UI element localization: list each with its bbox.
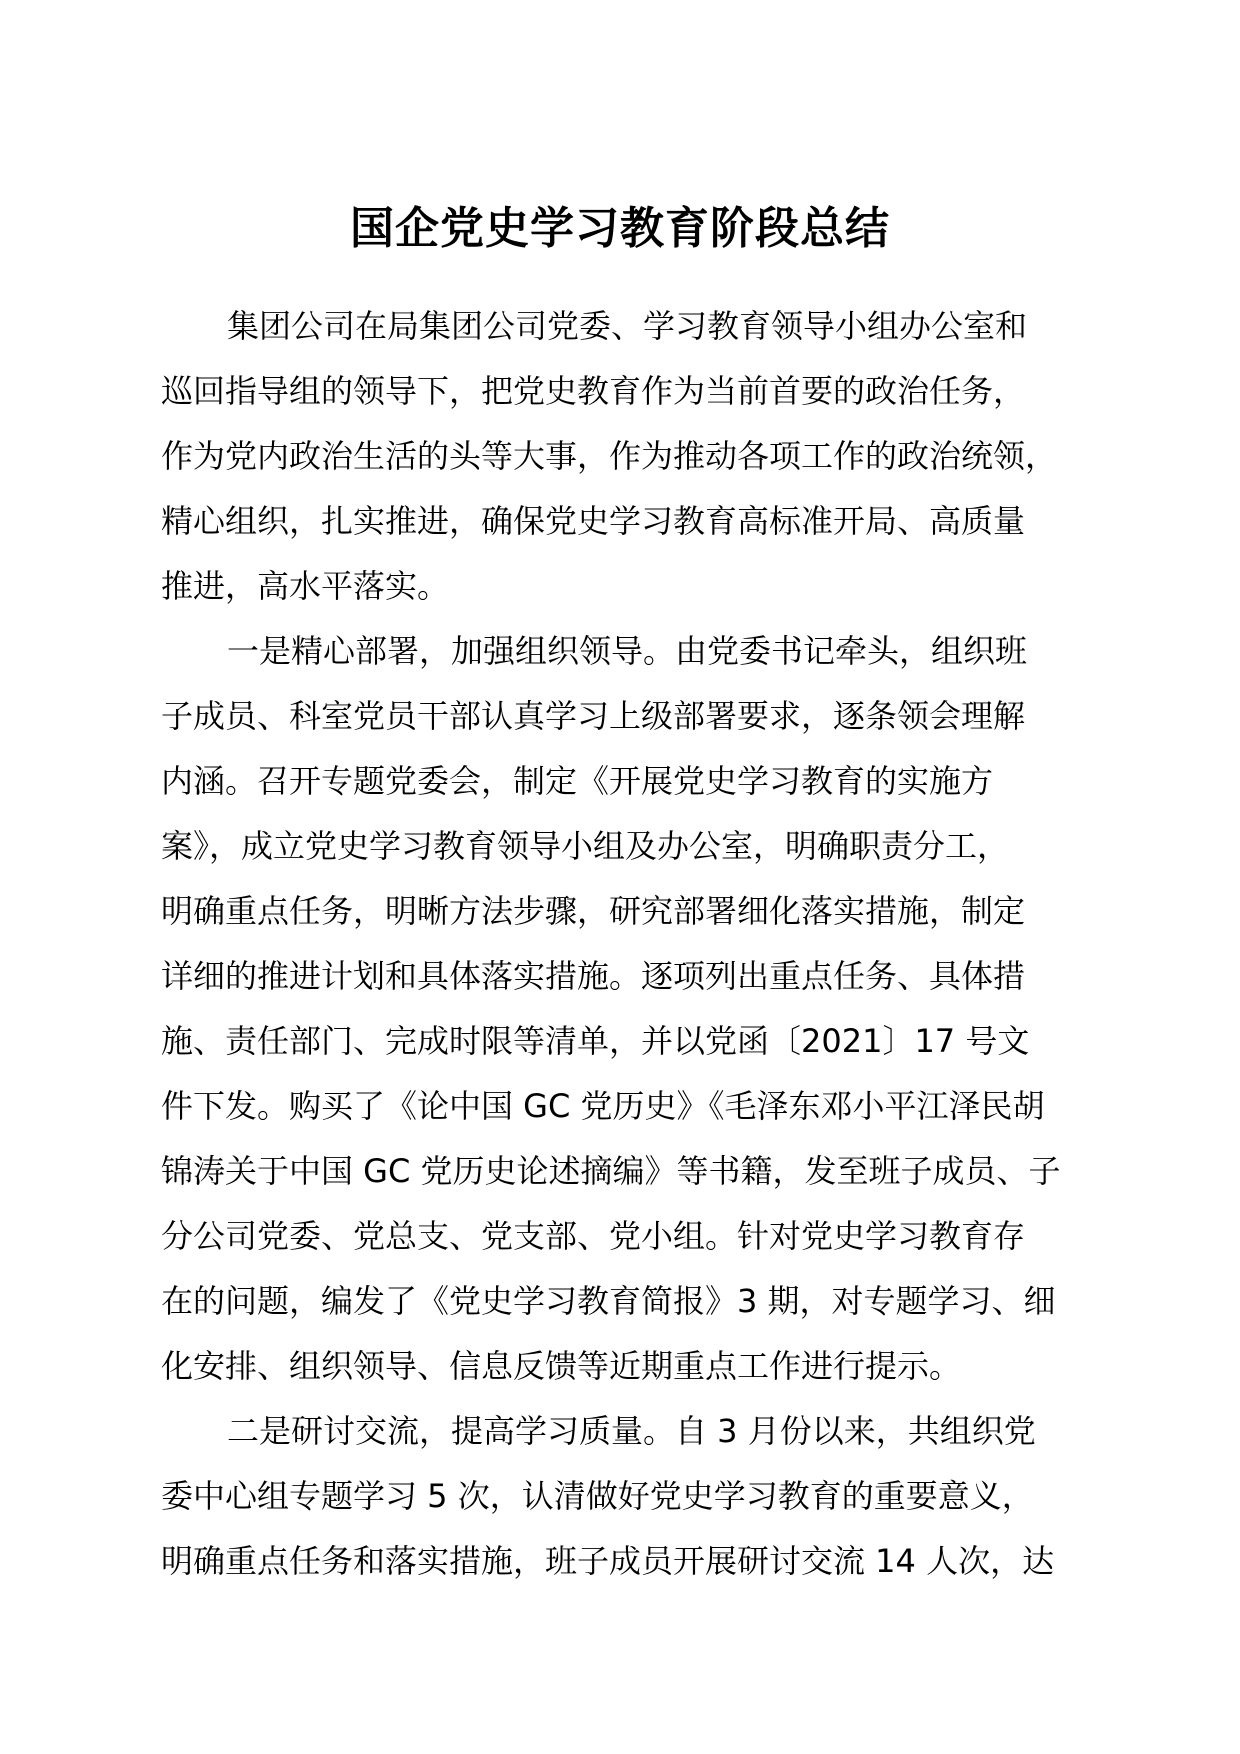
body-line: 分公司党委、党总支、党支部、党小组。针对党史学习教育存 — [161, 1217, 1026, 1255]
body-line: 精心组织，扎实推进，确保党史学习教育高标准开局、高质量 — [161, 502, 1026, 540]
body-line: 案》，成立党史学习教育领导小组及办公室，明确职责分工， — [161, 827, 1010, 865]
body-line: 明确重点任务和落实措施，班子成员开展研讨交流 14 人次，达 — [161, 1542, 1055, 1580]
body-line: 推进，高水平落实。 — [161, 567, 450, 605]
body-line: 委中心组专题学习 5 次，认清做好党史学习教育的重要意义， — [161, 1477, 1034, 1515]
body-line: 内涵。召开专题党委会，制定《开展党史学习教育的实施方 — [161, 762, 994, 800]
body-line: 件下发。购买了《论中国 GC 党历史》《毛泽东邓小平江泽民胡 — [161, 1087, 1045, 1125]
document-title: 国企党史学习教育阶段总结 — [350, 203, 890, 254]
body-line: 明确重点任务，明晰方法步骤，研究部署细化落实措施，制定 — [161, 892, 1026, 930]
body-line: 施、责任部门、完成时限等清单，并以党函〔2021〕17 号文 — [161, 1022, 1030, 1060]
body-line: 详细的推进计划和具体落实措施。逐项列出重点任务、具体措 — [161, 957, 1026, 995]
body-line: 巡回指导组的领导下，把党史教育作为当前首要的政治任务， — [161, 372, 1026, 410]
body-line: 集团公司在局集团公司党委、学习教育领导小组办公室和 — [227, 307, 1028, 345]
body-line: 二是研讨交流，提高学习质量。自 3 月份以来，共组织党 — [227, 1412, 1036, 1450]
body-line: 一是精心部署，加强组织领导。由党委书记牵头，组织班 — [227, 632, 1028, 670]
body-line: 锦涛关于中国 GC 党历史论述摘编》等书籍，发至班子成员、子 — [161, 1152, 1061, 1190]
body-line: 子成员、科室党员干部认真学习上级部署要求，逐条领会理解 — [161, 697, 1026, 735]
body-line: 化安排、组织领导、信息反馈等近期重点工作进行提示。 — [161, 1347, 962, 1385]
body-line: 在的问题，编发了《党史学习教育简报》3 期，对专题学习、细 — [161, 1282, 1056, 1320]
body-line: 作为党内政治生活的头等大事，作为推动各项工作的政治统领， — [161, 437, 1058, 475]
